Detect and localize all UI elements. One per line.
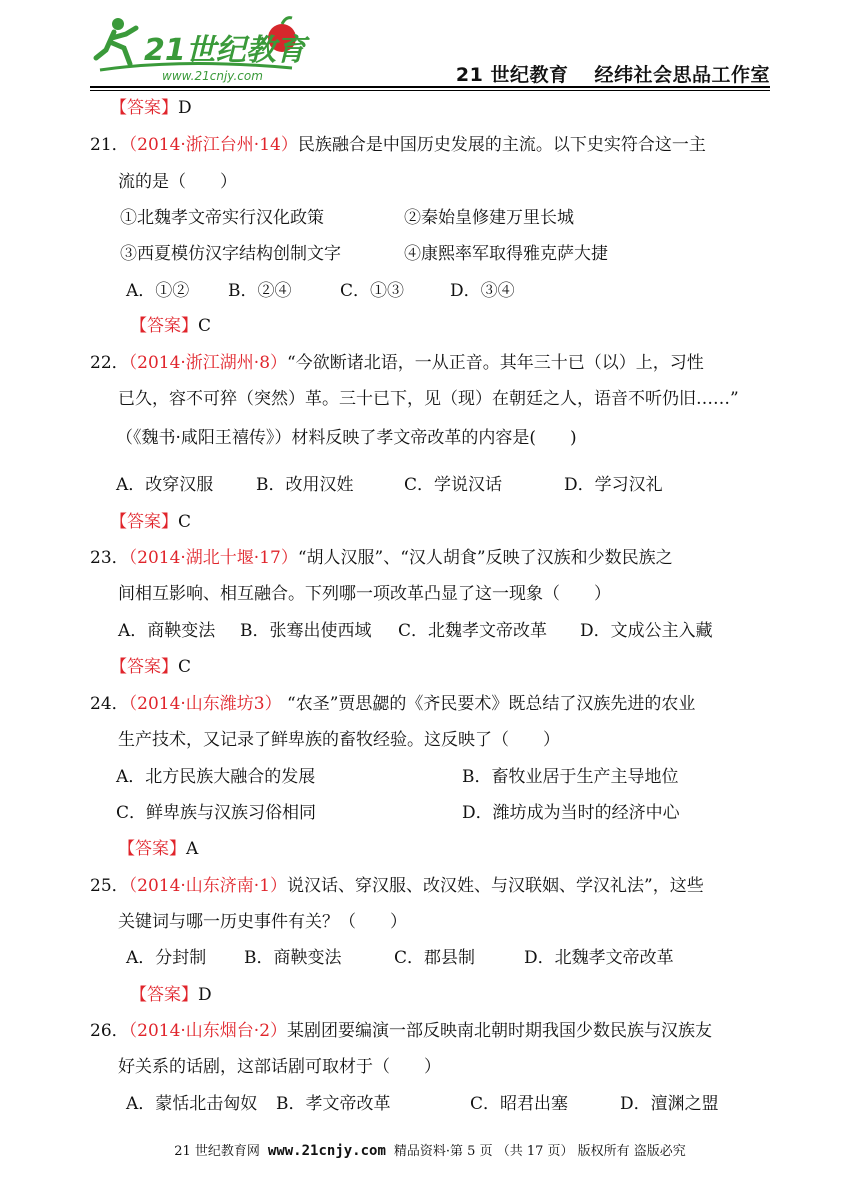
- question-22-option-a: A．改穿汉服: [116, 475, 214, 495]
- answer-line: 【答案】C: [130, 316, 212, 336]
- footer-url: www.21cnjy.com: [267, 1143, 386, 1159]
- header-title: [456, 60, 770, 87]
- question-25-option-a: A．分封制: [126, 948, 207, 968]
- answer-line: 【答案】D: [110, 98, 192, 118]
- question-23-option-b: B．张骞出使西域: [240, 621, 372, 641]
- page-header: [0, 0, 860, 92]
- 21cnjy-logo: [92, 8, 312, 84]
- question-24-option-c: C．鲜卑族与汉族习俗相同: [116, 803, 317, 823]
- question-23-option-a: A．商鞅变法: [118, 621, 216, 641]
- question-23-option-d: D．文成公主入藏: [580, 621, 713, 641]
- question-22-option-c: C．学说汉话: [404, 475, 503, 495]
- question-26-option-a: A．蒙恬北击匈奴: [126, 1094, 258, 1114]
- question-21-sub-1: ①北魏孝文帝实行汉化政策: [120, 208, 324, 228]
- question-22-stem: 22．（2014·浙江湖州·8）“今欲断诸北语，一从正音。其年三十已（以）上，习性: [90, 353, 704, 373]
- question-25-stem-cont: 关键词与哪一历史事件有关？（ ）: [118, 912, 407, 932]
- question-23-stem-cont: 间相互影响、相互融合。下列哪一项改革凸显了这一现象（ ）: [118, 584, 611, 604]
- header-divider-thin: [90, 90, 770, 91]
- question-21-option-b: B．②④: [228, 281, 292, 301]
- question-25-option-b: B．商鞅变法: [244, 948, 342, 968]
- question-26-option-c: C．昭君出塞: [470, 1094, 569, 1114]
- question-22-option-b: B．改用汉姓: [256, 475, 354, 495]
- answer-line: 【答案】C: [110, 657, 192, 677]
- question-21-option-d: D．③④: [450, 281, 515, 301]
- svg-text:www.21cnjy.com: www.21cnjy.com: [162, 69, 263, 83]
- header-title-left: 21 世纪教育: [455, 64, 569, 86]
- question-23-option-c: C．北魏孝文帝改革: [398, 621, 548, 641]
- question-24-option-b: B．畜牧业居于生产主导地位: [462, 767, 679, 787]
- question-21-sub-3: ③西夏模仿汉字结构创制文字: [120, 244, 341, 264]
- question-24-option-a: A．北方民族大融合的发展: [116, 767, 316, 787]
- question-21-sub-2: ②秦始皇修建万里长城: [404, 208, 574, 228]
- header-title-right: 经纬社会思品工作室: [594, 64, 770, 86]
- question-21-option-c: C．①③: [340, 281, 405, 301]
- question-23-stem: 23．（2014·湖北十堰·17）“胡人汉服”、“汉人胡食”反映了汉族和少数民族之: [90, 548, 673, 568]
- footer-site-name: 21 世纪教育网: [174, 1144, 260, 1159]
- question-24-option-d: D．潍坊成为当时的经济中心: [462, 803, 680, 823]
- question-21-stem: 21．（2014·浙江台州·14）民族融合是中国历史发展的主流。以下史实符合这一主: [90, 135, 706, 155]
- footer-page-info: 精品资料·第 5 页 （共 17 页） 版权所有 盗版必究: [393, 1144, 686, 1159]
- question-25-stem: 25．（2014·山东济南·1）说汉话、穿汉服、改汉姓、与汉联姻、学汉礼法”，这些: [90, 876, 704, 896]
- question-24-stem-cont: 生产技术，又记录了鲜卑族的畜牧经验。这反映了（ ）: [118, 730, 560, 750]
- question-21-sub-4: ④康熙率军取得雅克萨大捷: [404, 244, 608, 264]
- question-25-option-c: C．郡县制: [394, 948, 476, 968]
- svg-text:21世纪教育: 21世纪教育: [144, 33, 306, 68]
- answer-line: 【答案】A: [118, 839, 199, 859]
- question-26-stem-cont: 好关系的话剧，这部话剧可取材于（ ）: [118, 1057, 441, 1077]
- question-24-stem: 24．（2014·山东潍坊3） “农圣”贾思勰的《齐民要术》既总结了汉族先进的农业: [90, 694, 696, 714]
- answer-line: 【答案】C: [110, 512, 192, 532]
- question-21-stem-cont: 流的是（ ）: [118, 172, 237, 192]
- question-26-stem: 26．（2014·山东烟台·2）某剧团要编演一部反映南北朝时期我国少数民族与汉族友: [90, 1021, 713, 1041]
- question-26-option-d: D．澶渊之盟: [620, 1094, 719, 1114]
- header-divider: [90, 86, 770, 88]
- page-footer: [0, 1140, 860, 1159]
- question-26-option-b: B．孝文帝改革: [276, 1094, 391, 1114]
- question-21-option-a: A．①②: [126, 281, 190, 301]
- question-25-option-d: D．北魏孝文帝改革: [524, 948, 674, 968]
- answer-line: 【答案】D: [130, 985, 212, 1005]
- question-22-stem-cont2: （《魏书·咸阳王禧传》）材料反映了孝文帝改革的内容是( ): [116, 428, 577, 448]
- question-22-option-d: D．学习汉礼: [564, 475, 663, 495]
- question-22-stem-cont: 已久，容不可猝（突然）革。三十已下，见（现）在朝廷之人，语音不听仍旧……”: [118, 389, 739, 409]
